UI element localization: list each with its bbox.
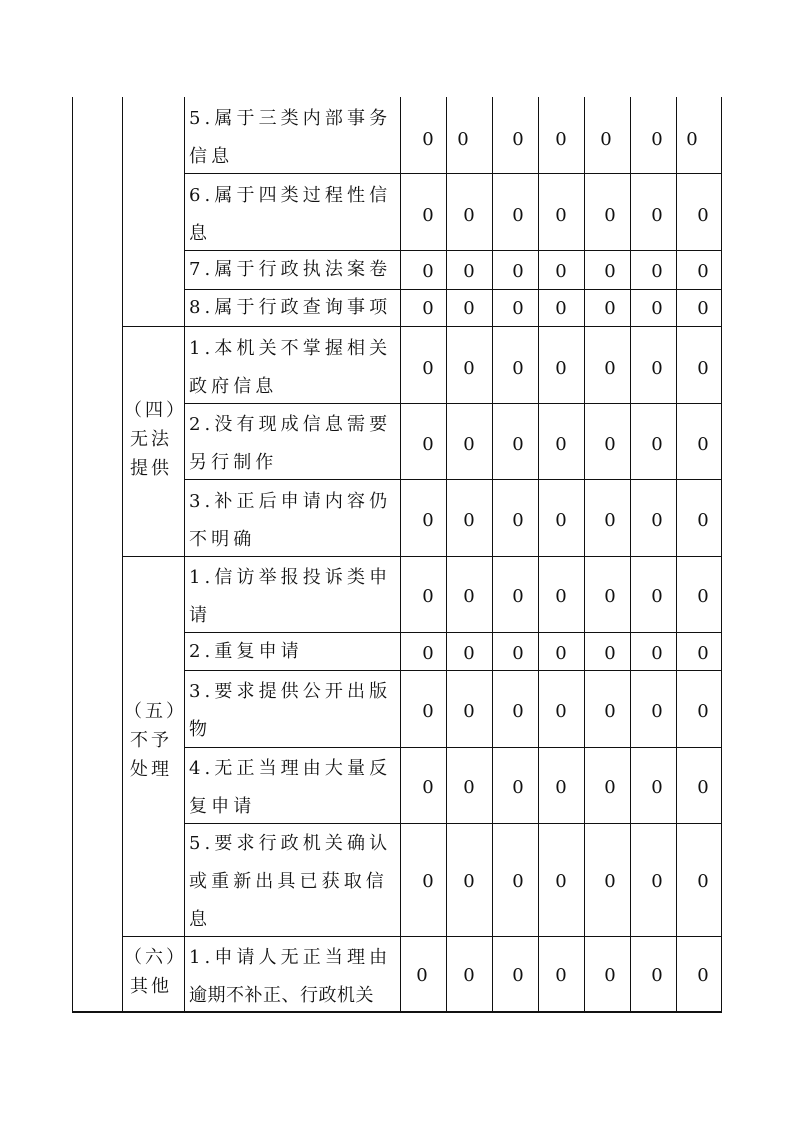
category-cell: [124, 943, 187, 1001]
description-line: 1.申请人无正当理由: [189, 947, 392, 968]
value-cell: 0: [604, 434, 616, 455]
value-cell: 0: [422, 129, 434, 150]
value-cell: 0: [463, 434, 475, 455]
value-cell: 0: [422, 586, 434, 607]
column-divider: [676, 97, 677, 1012]
value-cell: 0: [512, 358, 524, 379]
value-cell: 0: [604, 510, 616, 531]
value-cell: 0: [555, 586, 567, 607]
value-cell: 0: [600, 129, 612, 150]
value-cell: 0: [512, 965, 524, 986]
category-line: （六）: [124, 947, 187, 968]
category-line: 不予: [130, 730, 172, 751]
value-cell: 0: [651, 261, 663, 282]
row-description: [189, 100, 391, 176]
value-cell: 0: [555, 205, 567, 226]
value-cell: 0: [697, 777, 709, 798]
row-description: [189, 330, 391, 406]
value-cell: 0: [604, 261, 616, 282]
value-cell: 0: [697, 586, 709, 607]
value-cell: 0: [422, 777, 434, 798]
value-cell: 0: [697, 965, 709, 986]
column-divider: [630, 97, 631, 1012]
value-cell: 0: [512, 298, 524, 319]
value-cell: 0: [463, 643, 475, 664]
description-line: 物: [189, 719, 212, 740]
description-line: 5.属于三类内部事务: [189, 108, 392, 129]
value-cell: 0: [422, 358, 434, 379]
row-description: [189, 825, 391, 939]
value-cell: 0: [422, 434, 434, 455]
description-line: 3.要求提供公开出版: [189, 681, 392, 702]
value-cell: 0: [555, 965, 567, 986]
value-cell: 0: [512, 510, 524, 531]
value-cell: 0: [651, 510, 663, 531]
value-cell: 0: [686, 129, 698, 150]
row-description: [189, 673, 391, 749]
column-divider: [538, 97, 539, 1012]
column-divider: [446, 97, 447, 1012]
value-cell: 0: [651, 701, 663, 722]
description-line: 息: [189, 909, 212, 930]
description-line: 另行制作: [189, 452, 278, 473]
description-line: 复申请: [189, 796, 256, 817]
row-description: [189, 406, 391, 482]
column-divider: [584, 97, 585, 1012]
category-line: 其他: [130, 976, 172, 997]
column-divider: [184, 97, 185, 1012]
value-cell: 0: [512, 434, 524, 455]
value-cell: 0: [651, 965, 663, 986]
value-cell: 0: [463, 965, 475, 986]
value-cell: 0: [555, 510, 567, 531]
value-cell: 0: [651, 434, 663, 455]
description-line: 或重新出具已获取信: [189, 871, 388, 892]
value-cell: 0: [555, 261, 567, 282]
description-line: 请: [189, 605, 212, 626]
value-cell: 0: [463, 358, 475, 379]
row-description: [189, 177, 391, 253]
description-line: 4.无正当理由大量反: [189, 758, 392, 779]
description-line: 信息: [189, 146, 234, 167]
value-cell: 0: [604, 643, 616, 664]
value-cell: 0: [555, 129, 567, 150]
value-cell: 0: [422, 871, 434, 892]
row-description: [189, 559, 391, 635]
value-cell: 0: [651, 205, 663, 226]
table-border-left: [72, 97, 73, 1012]
row-description: [189, 633, 303, 671]
value-cell: 0: [697, 510, 709, 531]
description-line: 息: [189, 223, 212, 244]
value-cell: 0: [512, 261, 524, 282]
category-line: （四）: [124, 400, 187, 421]
row-description: [189, 750, 391, 826]
value-cell: 0: [422, 510, 434, 531]
value-cell: 0: [697, 298, 709, 319]
value-cell: 0: [604, 298, 616, 319]
value-cell: 0: [463, 777, 475, 798]
value-cell: 0: [422, 701, 434, 722]
value-cell: 0: [463, 298, 475, 319]
value-cell: 0: [697, 434, 709, 455]
value-cell: 0: [604, 205, 616, 226]
value-cell: 0: [422, 205, 434, 226]
description-line: 1.信访举报投诉类申: [189, 567, 392, 588]
column-divider: [400, 97, 401, 1012]
value-cell: 0: [604, 701, 616, 722]
column-divider: [122, 97, 123, 1012]
value-cell: 0: [463, 510, 475, 531]
value-cell: 0: [512, 129, 524, 150]
value-cell: 0: [512, 205, 524, 226]
value-cell: 0: [651, 358, 663, 379]
value-cell: 0: [512, 871, 524, 892]
category-line: （五）: [124, 701, 187, 722]
value-cell: 0: [651, 129, 663, 150]
value-cell: 0: [651, 777, 663, 798]
value-cell: 0: [651, 298, 663, 319]
description-line: 1.本机关不掌握相关: [189, 338, 392, 359]
category-line: 无法: [130, 429, 172, 450]
description-line: 不明确: [189, 529, 256, 550]
value-cell: 0: [512, 643, 524, 664]
value-cell: 0: [555, 298, 567, 319]
category-cell: [124, 697, 187, 784]
value-cell: 0: [651, 586, 663, 607]
value-cell: 0: [463, 871, 475, 892]
value-cell: 0: [422, 298, 434, 319]
value-cell: 0: [697, 261, 709, 282]
column-divider: [492, 97, 493, 1012]
value-cell: 0: [555, 777, 567, 798]
value-cell: 0: [512, 586, 524, 607]
value-cell: 0: [422, 261, 434, 282]
value-cell: 0: [604, 965, 616, 986]
table-border-bottom: [72, 1011, 722, 1013]
description-line: 6.属于四类过程性信: [189, 185, 392, 206]
value-cell: 0: [555, 871, 567, 892]
value-cell: 0: [416, 965, 428, 986]
category-line: 提供: [130, 458, 172, 479]
value-cell: 0: [555, 643, 567, 664]
table-border-right: [721, 97, 722, 1012]
value-cell: 0: [512, 777, 524, 798]
value-cell: 0: [651, 871, 663, 892]
row-description: [189, 289, 391, 327]
description-line: 8.属于行政查询事项: [189, 297, 392, 318]
value-cell: 0: [604, 871, 616, 892]
description-line: 逾期不补正、行政机关: [189, 985, 374, 1006]
description-line: 2.重复申请: [189, 641, 303, 662]
category-line: 处理: [130, 759, 172, 780]
description-line: 2.没有现成信息需要: [189, 414, 392, 435]
value-cell: 0: [697, 871, 709, 892]
value-cell: 0: [463, 261, 475, 282]
value-cell: 0: [604, 358, 616, 379]
value-cell: 0: [697, 358, 709, 379]
row-description: [189, 939, 391, 1015]
value-cell: 0: [512, 701, 524, 722]
description-line: 7.属于行政执法案卷: [189, 259, 392, 280]
value-cell: 0: [555, 434, 567, 455]
value-cell: 0: [604, 777, 616, 798]
value-cell: 0: [555, 701, 567, 722]
value-cell: 0: [604, 586, 616, 607]
description-line: 5.要求行政机关确认: [189, 833, 392, 854]
value-cell: 0: [697, 701, 709, 722]
category-cell: [124, 396, 187, 483]
value-cell: 0: [697, 205, 709, 226]
value-cell: 0: [651, 643, 663, 664]
value-cell: 0: [422, 643, 434, 664]
value-cell: 0: [555, 358, 567, 379]
value-cell: 0: [463, 701, 475, 722]
value-cell: 0: [463, 205, 475, 226]
row-description: [189, 483, 391, 559]
description-line: 3.补正后申请内容仍: [189, 491, 392, 512]
value-cell: 0: [463, 586, 475, 607]
description-line: 政府信息: [189, 376, 278, 397]
row-description: [189, 251, 391, 289]
value-cell: 0: [457, 129, 469, 150]
value-cell: 0: [697, 643, 709, 664]
